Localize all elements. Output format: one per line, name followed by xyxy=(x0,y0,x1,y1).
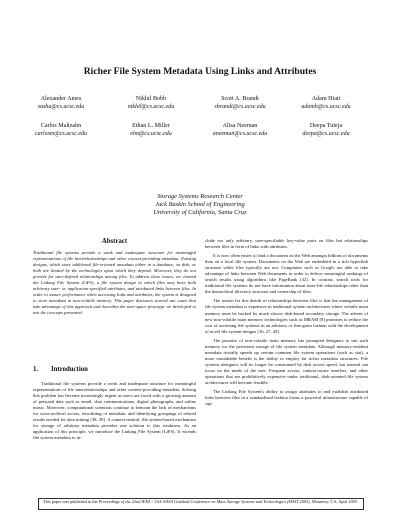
author-name: Adam Hiatt xyxy=(311,96,341,102)
author-block xyxy=(286,96,366,111)
right-column-body xyxy=(205,238,368,407)
abstract-heading: Abstract xyxy=(101,238,128,245)
author-name: Alisa Neeman xyxy=(222,123,258,129)
author-email: aneeman@cs.ucsc.edu xyxy=(212,130,268,137)
author-block xyxy=(21,123,101,138)
footnote-suffix: , Monterey, CA, April 2005. xyxy=(309,499,359,504)
paragraph: Traditional file systems provide a weak and inadequate structure for meaningful representations of file interrelationships and other context-providing metadata. Solving this problem has become increasingly urgent as users are faced with a growing amount of personal data such as email, chat communications, digital photographs, and online music. Moreover, computational scientists continue to bemoan the lack of mechanisms for cross-archival access, retrofitting of metadata, and identifying groupings of related results needed for data mining [38, 39]. A context-neutral, file system-based mechanism for storage of arbitrary metadata provides one solution to this weakness. As an application of this principle, we introduce the Linking File System (LiFS). It extends file system metadata to in- xyxy=(33,381,196,441)
author-block xyxy=(111,96,191,111)
author-name: Scott A. Brandt xyxy=(221,96,259,102)
author-email: elm@cs.ucsc.edu xyxy=(130,130,172,137)
paragraph: The Linking File System's ability to assign attributes to and establish attributed links between files in a standardized fashion forms a powerful infrastructure capable of sup- xyxy=(205,389,368,407)
author-block xyxy=(200,123,280,138)
author-email: sasha@cs.ucsc.edu xyxy=(37,103,85,110)
paragraph: The promise of non-volatile main memory has prompted designers to use such memory for the persistent storage of file system metadata. Although memory-resident metadata trivially speeds up certain common file system operations (such as stat), a more remarkable benefit is the ability to employ far richer metadata structures. File systems designers will no longer be constrained by disk access speed, but instead can focus on the needs of the user. Frequent access, context-aware searches, and other operations that are prohibitively expensive under traditional, disk-oriented file system architectures will become feasible. xyxy=(205,337,368,386)
footnote-conference: Proceedings of the 22nd IEEE / 13th NASA Goddard Conference on Mass Storage Systems and Technologies (MSST 2005) xyxy=(98,499,310,504)
paragraph: The reason for this dearth of relationships between files is that the management of file system metadata is expensive in traditional system architectures where volatile main memory must be backed by much slower disk-based secondary storage. The advent of new non-volatile main memory technologies such as MRAM [8] promises to reduce the cost of accessing file systems in an arbitrary or fine-grain fashion with the development of novel file system designs [16, 27, 49]. xyxy=(205,298,368,334)
publication-footnote xyxy=(38,498,364,510)
author-email: adamh@cs.ucsc.edu xyxy=(301,103,351,110)
author-email: sbrandt@cs.ucsc.edu xyxy=(214,103,266,110)
affiliation-line: Jack Baskin School of Engineering xyxy=(155,201,245,209)
paragraph: It is now often easier to find a document on the Web amongst billions of documents than on a local file system. Documents on the Web are embedded in a rich hyperlink structure while files typically are not. Companies such as Google are able to take advantage of links between Web documents in order to deliver meaningful rankings of search results using algorithms like PageRank [32]. In contrast, search tools for traditional file systems do not have information about inter-file relationships other than the hierarchical directory structure and ownership of files. xyxy=(205,253,368,295)
author-name: Alexander Ames xyxy=(40,96,82,102)
abstract-text: Traditional file systems provide a weak and inadequate structure for meaningful representations of file interrelationships and other context-providing metadata. Existing designs, which store additional file-oriented metadata either in a database, on disk, or both are limited by the technologies upon which they depend. Moreover, they do not provide for user-defined relationships among files. To address these issues, we created the Linking File System (LiFS), a file system design in which files may have both arbitrary user- or application-specified attributes, and attributed links between files. In order to assure performance when accessing links and attributes, the system is designed to store metadata in non-volatile memory. This paper discusses several use cases that take advantage of this approach and describes the user-space prototype we developed to test the concepts presented. xyxy=(33,250,196,316)
footnote-prefix: This paper was published in the xyxy=(43,499,99,504)
author-block xyxy=(111,123,191,138)
paragraph: clude not only arbitrary, user-specifiable key-value pairs on files but relationships between files in form of links with attributes. xyxy=(205,238,368,250)
affiliation-line: University of California, Santa Cruz xyxy=(153,209,247,217)
author-name: Ethan L. Miller xyxy=(132,123,170,129)
author-block xyxy=(21,96,101,111)
author-email: carlosm@cs.ucsc.edu xyxy=(34,130,88,137)
section-heading xyxy=(33,366,88,373)
author-email: nikhil@cs.ucsc.edu xyxy=(127,103,175,110)
section-number: 1. xyxy=(33,366,39,373)
author-name: Deepa Tuteja xyxy=(309,123,343,129)
affiliation-line: Storage Systems Research Center xyxy=(157,193,243,200)
author-email: deepa@cs.ucsc.edu xyxy=(302,130,350,137)
author-name: Carlos Maltzahn xyxy=(40,123,82,129)
paper-title: Richer File System Metadata Using Links and Attributes xyxy=(83,66,317,77)
author-block xyxy=(200,96,280,111)
author-name: Nikhil Bobb xyxy=(135,96,167,102)
author-block xyxy=(286,123,366,138)
left-column-body xyxy=(33,381,196,441)
affiliation xyxy=(0,193,400,218)
section-title: Introduction xyxy=(51,366,88,373)
